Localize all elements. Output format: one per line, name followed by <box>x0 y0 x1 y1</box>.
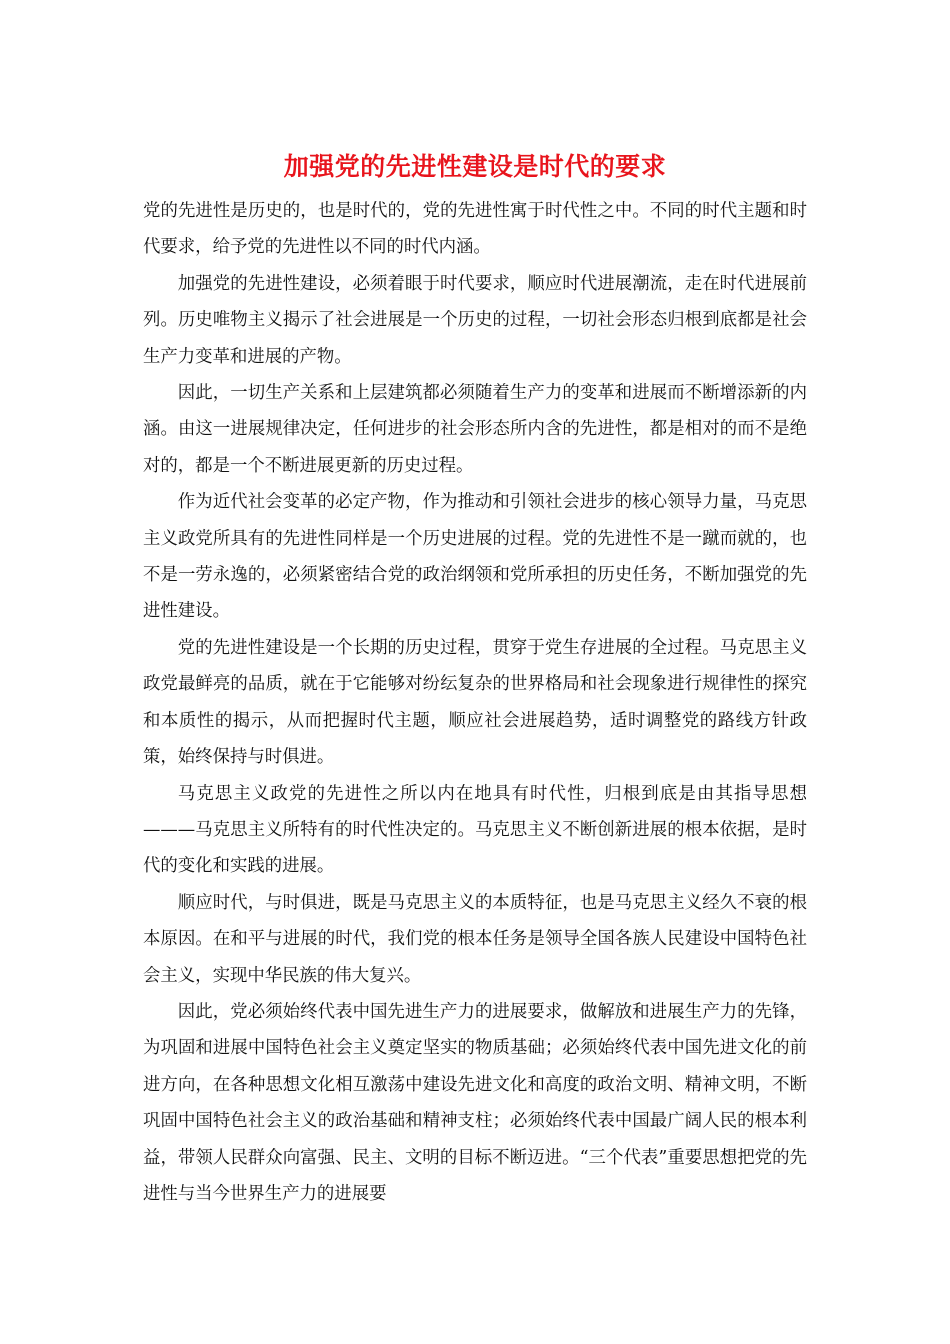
paragraph-5: 党的先进性建设是一个长期的历史过程，贯穿于党生存进展的全过程。马克思主义政党最鲜亮的品质，就在于它能够对纷纭复杂的世界格局和社会现象进行规律性的探究和本质性的揭示，从而把握时代主题，顺应社会进展趋势，适时调整党的路线方针政策，始终保持与时俱进。 <box>143 637 807 768</box>
paragraph-3: 因此，一切生产关系和上层建筑都必须随着生产力的变革和进展而不断增添新的内涵。由这一进展规律决定，任何进步的社会形态所内含的先进性，都是相对的而不是绝对的，都是一个不断进展更新的历史过程。 <box>143 383 807 476</box>
paragraph-1: 党的先进性是历史的，也是时代的，党的先进性寓于时代性之中。不同的时代主题和时代要求，给予党的先进性以不同的时代内涵。 <box>143 201 807 258</box>
document-title: 加强党的先进性建设是时代的要求 <box>283 152 667 181</box>
document-body <box>143 193 807 1212</box>
paragraph-8: 因此，党必须始终代表中国先进生产力的进展要求，做解放和进展生产力的先锋，为巩固和进展中国特色社会主义奠定坚实的物质基础；必须始终代表中国先进文化的前进方向，在各种思想文化相互激荡中建设先进文化和高度的政治文明、精神文明，不断巩固中国特色社会主义的政治基础和精神支柱；必须始终代表中国最广阔人民的根本利益，带领人民群众向富强、民主、文明的目标不断迈进。“三个代表”重要思想把党的先进性与当今世界生产力的进展要 <box>143 1001 807 1204</box>
paragraph-7: 顺应时代，与时俱进，既是马克思主义的本质特征，也是马克思主义经久不衰的根本原因。在和平与进展的时代，我们党的根本任务是领导全国各族人民建设中国特色社会主义，实现中华民族的伟大复兴。 <box>143 892 807 986</box>
paragraph-2: 加强党的先进性建设，必须着眼于时代要求，顺应时代进展潮流，走在时代进展前列。历史唯物主义揭示了社会进展是一个历史的过程，一切社会形态归根到底都是社会生产力变革和进展的产物。 <box>143 273 807 367</box>
paragraph-4: 作为近代社会变革的必定产物，作为推动和引领社会进步的核心领导力量，马克思主义政党所具有的先进性同样是一个历史进展的过程。党的先进性不是一蹴而就的，也不是一劳永逸的，必须紧密结合党的政治纲领和党所承担的历史任务，不断加强党的先进性建设。 <box>143 492 807 622</box>
paragraph-6: 马克思主义政党的先进性之所以内在地具有时代性，归根到底是由其指导思想———马克思主义所特有的时代性决定的。马克思主义不断创新进展的根本依据，是时代的变化和实践的进展。 <box>143 783 807 877</box>
